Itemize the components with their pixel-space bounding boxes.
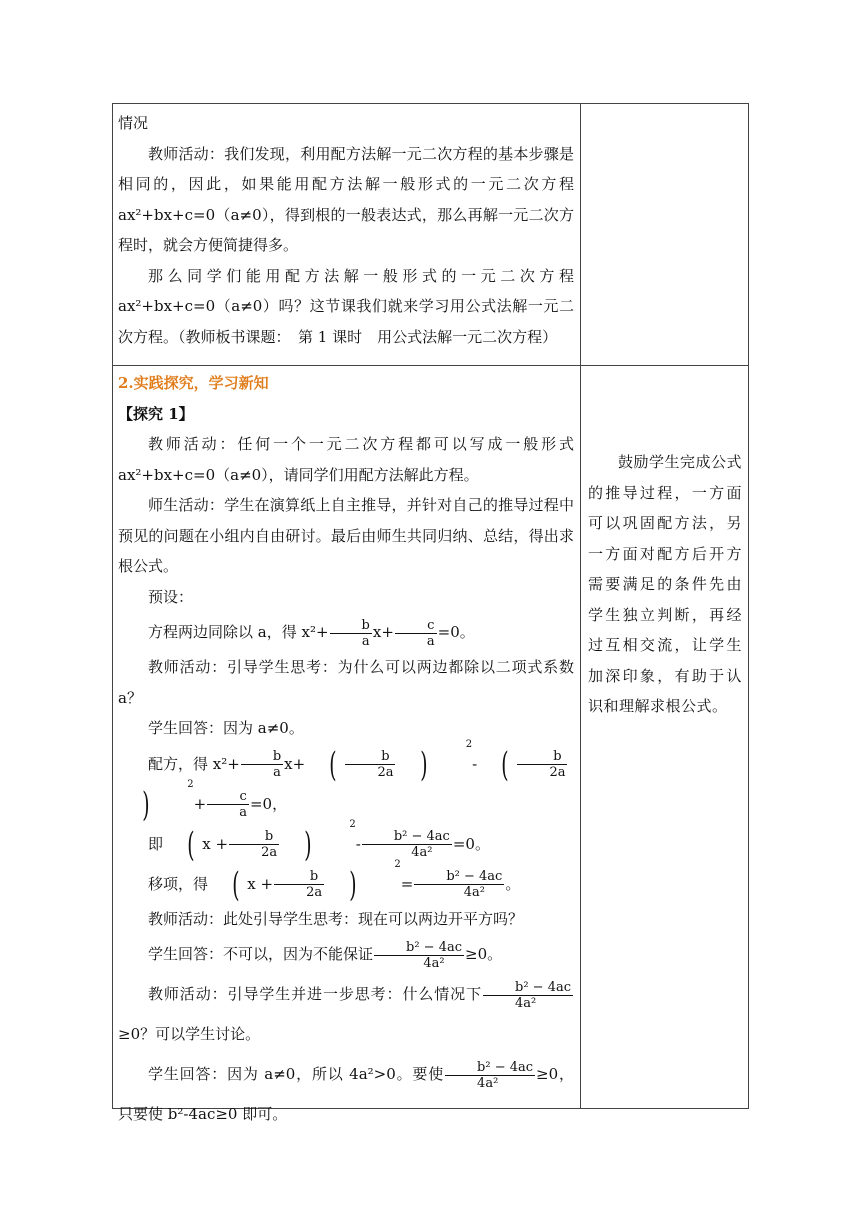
text: 方程两边同除以 a，得 x²+ xyxy=(148,623,329,641)
equation-line xyxy=(118,934,574,974)
fraction xyxy=(445,1060,535,1091)
text: ≥0，只要使 b²-4ac≥0 即可。 xyxy=(118,1065,574,1123)
fraction xyxy=(330,618,372,649)
paragraph: 教师活动：任何一个一元二次方程都可以写成一般形式 ax²+bx+c=0（a≠0），请同学们用配方法解此方程。 xyxy=(118,435,574,484)
equation-line xyxy=(118,612,574,652)
text: + xyxy=(193,794,207,813)
fraction xyxy=(274,869,324,900)
text: x + xyxy=(202,834,229,853)
section-subheading: 【探究 1】 xyxy=(118,404,194,423)
right-paren: ) xyxy=(142,784,150,825)
text: 即 xyxy=(148,834,164,853)
exponent: 2 xyxy=(465,738,473,750)
exponent: 2 xyxy=(394,858,401,870)
right-paren: ) xyxy=(349,864,357,905)
text: =0。 xyxy=(452,834,490,853)
denominator: 4a² xyxy=(411,845,433,860)
numerator: b² − 4ac xyxy=(374,940,464,956)
paragraph: 学生回答：因为 a≠0。 xyxy=(148,719,304,737)
equation-line xyxy=(118,818,574,865)
numerator: b xyxy=(517,749,567,765)
fraction xyxy=(207,789,249,820)
row-divider xyxy=(112,365,749,366)
section-heading: 2.实践探究，学习新知 xyxy=(118,374,269,392)
fraction xyxy=(241,749,283,780)
numerator: b² − 4ac xyxy=(362,829,452,845)
fraction xyxy=(374,940,464,971)
numerator: c xyxy=(395,618,437,634)
left-paren: ( xyxy=(187,824,195,865)
paragraph xyxy=(118,974,574,1054)
paragraph: 教师活动：引导学生思考：为什么可以两边都除以二项式系数 a？ xyxy=(118,658,574,707)
text: x+ xyxy=(284,754,306,773)
denominator: a xyxy=(239,805,247,820)
equation-line xyxy=(118,738,574,825)
fraction xyxy=(362,829,452,860)
text: =0， xyxy=(249,794,288,813)
text: 。 xyxy=(505,874,521,893)
text: x+ xyxy=(372,623,394,641)
main-row-cell xyxy=(118,368,574,1134)
paragraph: 那么同学们能用配方法解一般形式的一元二次方程 ax²+bx+c=0（a≠0）吗？这节课我们就来学习用公式法解一元二次方程。（教师板书课题： 第 1 课时 用公式法解一元二次方程） xyxy=(118,266,574,346)
paragraph: 师生活动：学生在演算纸上自主推导，并针对自己的推导过程中预见的问题在小组内自由研讨。最后由师生共同归纳、总结，得出求根公式。 xyxy=(118,496,574,575)
text: - xyxy=(355,834,361,853)
text: 配方，得 x²+ xyxy=(148,754,240,773)
denominator: a xyxy=(426,633,435,649)
fraction xyxy=(414,869,504,900)
right-paren: ) xyxy=(420,744,428,785)
column-divider xyxy=(580,103,581,1109)
side-note-text: 鼓励学生完成公式的推导过程，一方面可以巩固配方法，另一方面对配方后开方需要满足的条件先由学生独立判断，再经过互相交流，让学生加深印象，有助于认识和理解求根公式。 xyxy=(588,453,743,715)
side-note xyxy=(588,447,742,722)
numerator: b xyxy=(241,749,283,765)
paragraph: 预设： xyxy=(148,587,194,606)
exponent: 2 xyxy=(187,778,194,790)
fraction xyxy=(517,749,567,780)
numerator: b² − 4ac xyxy=(414,869,504,885)
text: ≥0。 xyxy=(465,945,503,963)
fraction xyxy=(345,749,395,780)
left-paren: ( xyxy=(501,744,509,785)
paragraph: 教师活动：此处引导学生思考：现在可以两边开平方吗？ xyxy=(148,909,524,928)
right-paren: ) xyxy=(304,824,312,865)
text: =0。 xyxy=(437,623,475,641)
numerator: b xyxy=(274,869,324,885)
text: 学生回答：因为 a≠0，所以 4a²>0。要使 xyxy=(148,1065,445,1083)
fraction xyxy=(483,980,573,1011)
text: 学生回答：不可以，因为不能保证 xyxy=(148,945,374,963)
denominator: a xyxy=(361,633,370,649)
numerator: c xyxy=(207,789,249,805)
text: = xyxy=(400,874,414,893)
paragraph xyxy=(118,1054,574,1134)
left-paren: ( xyxy=(232,864,240,905)
denominator: 2a xyxy=(261,845,278,860)
numerator: b² − 4ac xyxy=(445,1060,535,1076)
denominator: 4a² xyxy=(463,885,485,900)
numerator: b xyxy=(345,749,395,765)
denominator: 2a xyxy=(549,765,566,780)
left-paren: ( xyxy=(329,744,337,785)
top-row-cell xyxy=(118,108,574,352)
denominator: 4a² xyxy=(477,1075,499,1091)
numerator: b² − 4ac xyxy=(483,980,573,996)
equation-line xyxy=(118,858,574,905)
denominator: 4a² xyxy=(423,955,445,971)
numerator: b xyxy=(330,618,372,634)
paragraph: 情况 xyxy=(118,114,149,132)
denominator: 2a xyxy=(306,885,323,900)
exponent: 2 xyxy=(349,818,356,830)
text: - xyxy=(472,754,478,773)
paragraph: 教师活动：我们发现，利用配方法解一元二次方程的基本步骤是相同的，因此，如果能用配方法解一般形式的一元二次方程 ax²+bx+c=0（a≠0），得到根的一般表达式，那么再解一元二次方程时，就会方便简捷得多。 xyxy=(118,144,574,254)
text: ≥0？可以学生讨论。 xyxy=(118,1025,261,1043)
fraction xyxy=(229,829,279,860)
text: x + xyxy=(247,874,274,893)
denominator: 2a xyxy=(377,765,394,780)
fraction xyxy=(395,618,437,649)
text: 教师活动：引导学生并进一步思考：什么情况下 xyxy=(148,985,482,1003)
denominator: a xyxy=(273,765,281,780)
numerator: b xyxy=(229,829,279,845)
text: 移项，得 xyxy=(148,874,209,893)
denominator: 4a² xyxy=(515,995,537,1011)
